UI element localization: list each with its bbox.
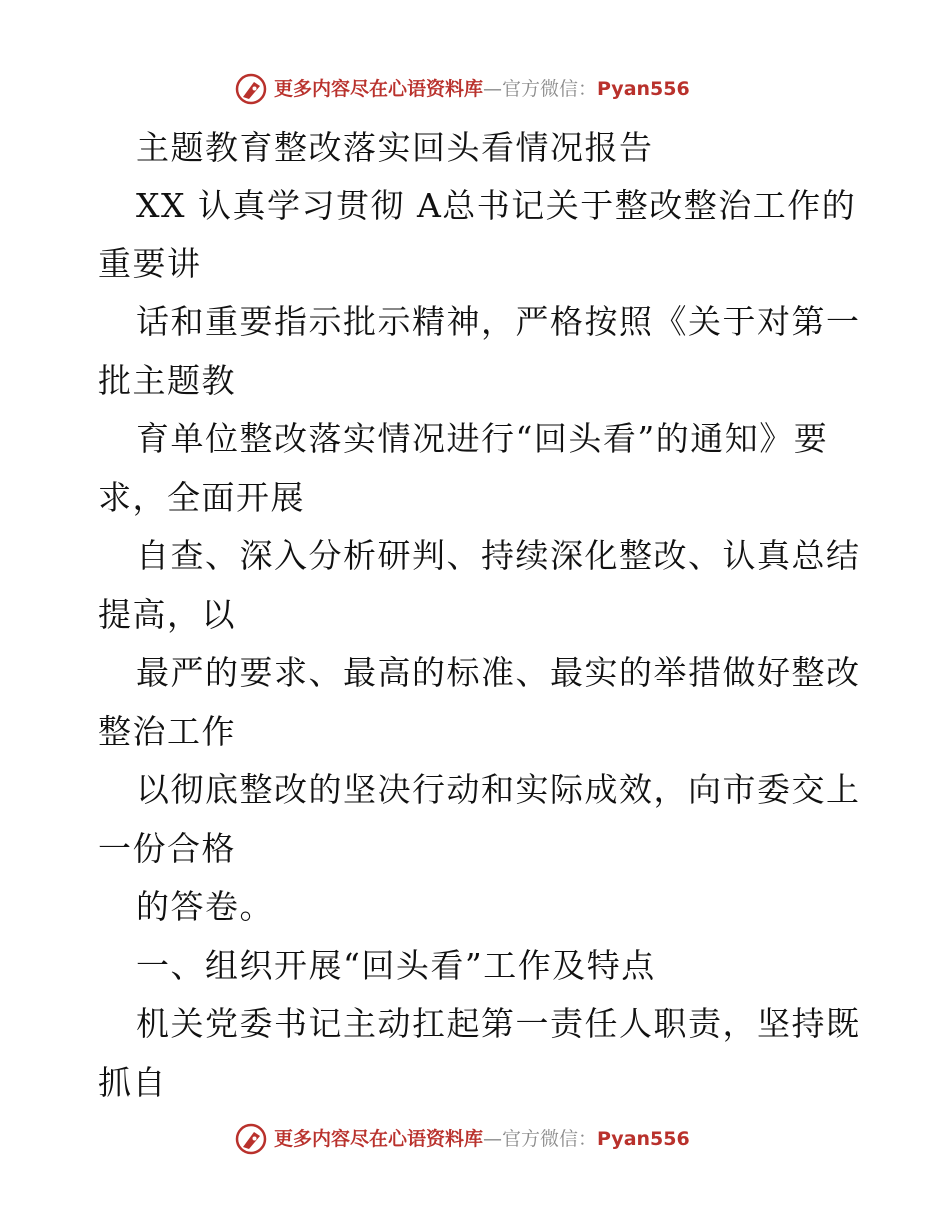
section-heading: 一、组织开展“回头看”工作及特点 bbox=[136, 946, 656, 985]
paragraph-line: 机关党委书记主动扛起第一责任人职责，坚持既 bbox=[136, 1004, 861, 1043]
footer-watermark bbox=[0, 1118, 950, 1162]
paragraph-line: 的答卷。 bbox=[136, 887, 274, 926]
paragraph-line: 自查、深入分析研判、持续深化整改、认真总结 bbox=[136, 536, 861, 575]
paragraph-line: 话和重要指示批示精神，严格按照《关于对第一 bbox=[136, 302, 861, 341]
document-title: 主题教育整改落实回头看情况报告 bbox=[136, 128, 654, 167]
paragraph-line: 批主题教 bbox=[98, 361, 236, 400]
paragraph-line: 最严的要求、最高的标准、最实的举措做好整改 bbox=[136, 653, 861, 692]
paragraph-line: 求，全面开展 bbox=[98, 478, 305, 517]
paragraph-line: XX 认真学习贯彻 A总书记关于整改整治工作的 bbox=[136, 186, 857, 225]
paragraph-line: 重要讲 bbox=[98, 244, 202, 283]
pen-nib-logo-icon bbox=[234, 1122, 268, 1156]
watermark-wechat-label: 官方微信： bbox=[502, 1128, 598, 1150]
paragraph-line: 抓自 bbox=[98, 1063, 167, 1102]
watermark-wechat-label: 官方微信： bbox=[502, 78, 598, 100]
paragraph-line: 提高，以 bbox=[98, 595, 236, 634]
paragraph-line: 一份合格 bbox=[98, 829, 236, 868]
watermark-wechat-id: Pyan556 bbox=[597, 78, 690, 100]
watermark-brand: 更多内容尽在心语资料库 bbox=[274, 78, 484, 100]
paragraph-line: 育单位整改落实情况进行“回头看”的通知》要 bbox=[136, 419, 829, 458]
watermark-dash: — bbox=[483, 1128, 503, 1150]
watermark-text bbox=[274, 1126, 690, 1152]
watermark-dash: — bbox=[483, 78, 503, 100]
watermark-brand: 更多内容尽在心语资料库 bbox=[274, 1128, 484, 1150]
watermark-wechat-id: Pyan556 bbox=[597, 1128, 690, 1150]
paragraph-line: 以彻底整改的坚决行动和实际成效，向市委交上 bbox=[136, 770, 861, 809]
watermark-text bbox=[274, 76, 690, 102]
paragraph-line: 整治工作 bbox=[98, 712, 236, 751]
header-watermark bbox=[0, 68, 950, 112]
pen-nib-logo-icon bbox=[234, 72, 268, 106]
